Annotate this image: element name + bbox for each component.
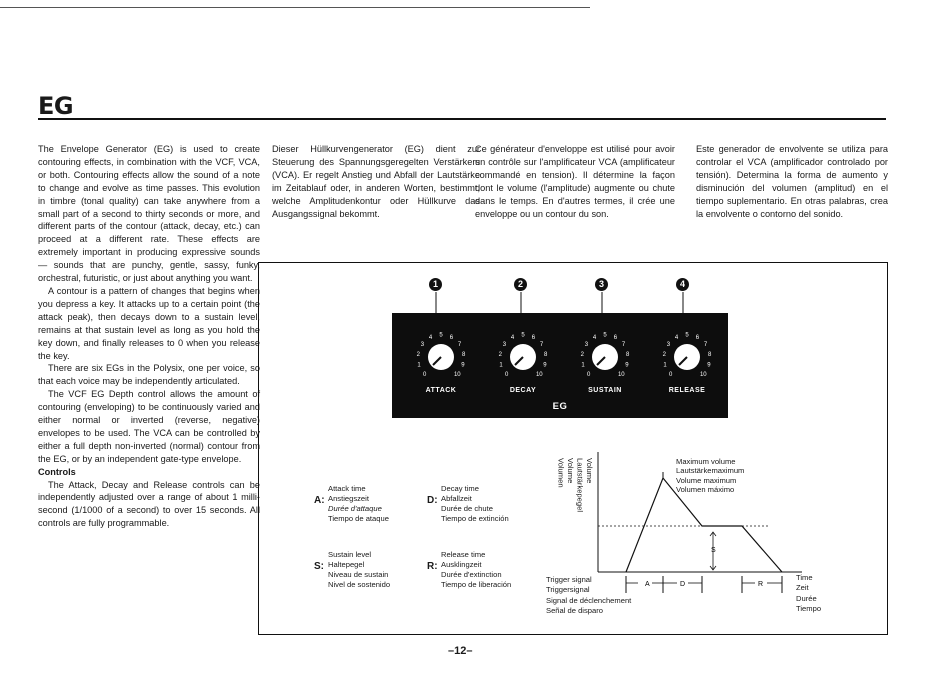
- knob-scale-label: 5: [685, 332, 689, 339]
- knob-scale-label: 1: [417, 362, 421, 369]
- knob-scale-label: 3: [666, 342, 671, 348]
- knob-scale-label: 10: [617, 371, 625, 378]
- knob-number-badge: 2: [514, 278, 527, 291]
- section-heading: EG: [38, 92, 74, 120]
- knob-scale-label: 4: [674, 335, 679, 341]
- knob-scale-label: 9: [461, 362, 465, 369]
- knob-scale-label: 9: [707, 362, 711, 369]
- knob-scale-label: 5: [603, 332, 607, 339]
- controls-paragraph: The Attack, Decay and Release controls can be independently adjusted over a range of about 1 milli-second (1/1000 of a second) to over 15 seconds. All controls are fully programmable.: [38, 479, 260, 529]
- sustain-label: SUSTAIN: [588, 387, 622, 394]
- knob-scale-label: 3: [502, 342, 507, 348]
- knob-scale-label: 6: [613, 335, 618, 341]
- knob-scale-label: 5: [439, 332, 443, 339]
- decay-mark: D: [680, 581, 686, 588]
- knob-scale-label: 8: [544, 351, 548, 358]
- english-paragraph: There are six EGs in the Polysix, one per voice, so that each voice may be independently articulated.: [38, 363, 260, 387]
- knob-scale-label: 4: [510, 335, 515, 341]
- legend-sustain: S: Sustain level Haltepegel Niveau de sustain Nivel de sostenido: [314, 550, 391, 589]
- knob-scale-label: 7: [621, 342, 626, 348]
- release-knob[interactable]: [663, 333, 712, 378]
- spanish-paragraph: Este generador de envolvente se utiliza para controlar el VCA (amplificador controlado por tensión). Determina la forma de aumento y disminución del volumen (amplitud) en el tiempo suplementario. En otras palabras, crea la envolvente o contorno del sonido.: [696, 144, 888, 219]
- controls-heading: Controls: [38, 466, 76, 477]
- knob-number-badge: 1: [429, 278, 442, 291]
- y-axis-label: Volume Lautstärkepegel Volume Volumen: [556, 458, 594, 513]
- knob-scale-label: 0: [505, 371, 509, 378]
- english-paragraph: The VCF EG Depth control allows the amount of contouring (enveloping) to be continuously varied and either normal or inverted (reverse, negative) envelopes to be used. The VCA can be controlled by either a full depth non-inverted (normal) contour from the EG, or by an independent gate-type envelope.: [38, 389, 260, 464]
- knob-scale-label: 10: [453, 371, 461, 378]
- attack-label: ATTACK: [425, 387, 457, 394]
- attack-knob[interactable]: [417, 333, 466, 378]
- knob-scale-label: 2: [498, 351, 502, 358]
- knob-scale-label: 8: [708, 351, 712, 358]
- knob-number-badge: 4: [676, 278, 689, 291]
- knob-scale-label: 9: [543, 362, 547, 369]
- french-paragraph: Ce générateur d'enveloppe est utilisé pour avoir un contrôle sur l'amplificateur VCA (amplificateur commandé en tension). Il détermine la façon dont le volume (l'amplitude) augmente ou chute dans le temps. En d'autres termes, il crée une enveloppe ou un contour du son.: [475, 144, 675, 219]
- knob-scale-label: 9: [625, 362, 629, 369]
- sustain-mark: S: [711, 547, 716, 554]
- knob-scale-label: 3: [420, 342, 425, 348]
- eg-panel: [392, 313, 728, 418]
- legend-decay: D: Decay time Abfallzeit Durée de chute Tiempo de extinción: [427, 484, 509, 523]
- legend-release: R: Release time Ausklingzeit Durée d'extinction Tiempo de liberación: [427, 550, 512, 589]
- knob-scale-label: 6: [531, 335, 536, 341]
- knob-scale-label: 0: [423, 371, 427, 378]
- knob-scale-label: 0: [669, 371, 673, 378]
- release-label: RELEASE: [668, 387, 706, 394]
- knob-number-badge: 3: [595, 278, 608, 291]
- decay-knob[interactable]: [499, 333, 548, 378]
- knob-scale-label: 3: [584, 342, 589, 348]
- knob-scale-label: 7: [539, 342, 544, 348]
- page-number: –12–: [448, 645, 473, 657]
- panel-title: EG: [552, 401, 568, 412]
- knob-scale-label: 10: [699, 371, 707, 378]
- english-paragraph: The Envelope Generator (EG) is used to create contouring effects, in combination with the VCF, VCA, or both. Contouring effects allow the sound of a note to change and evolve as time passes. This evolution in timbre (tonal quality) can take anywhere from a small part of a second to thirty seconds or more, and different parts of the contour (attack, decay, etc.) can proceed at a different rate. These effects are extremely important in producing expressive sounds — sounds that are punchy, gentle, sassy, funky, orchestral, futuristic, or just about anything you want.: [38, 144, 260, 284]
- knob-scale-label: 2: [580, 351, 584, 358]
- german-paragraph: Dieser Hüllkurvengenerator (EG) dient zur Steuerung des Spannungsgeregelten Verstärkers (VCA). Er regelt Anstieg und Abfall der Lautstärke im Zeitablauf oder, in anderen Worten, bestimmt, welche Amplitudenkontur oder Hüllkurve das Ausgangssignal bekommt.: [272, 144, 480, 219]
- time-label: Time Zeit Durée Tiempo: [796, 573, 822, 613]
- legend-attack: A: Attack time Anstiegszeit Durée d'attaque Tiempo de ataque: [314, 484, 389, 523]
- knob-scale-label: 8: [626, 351, 630, 358]
- knob-scale-label: 1: [581, 362, 585, 369]
- knob-scale-label: 5: [521, 332, 525, 339]
- decay-label: DECAY: [509, 387, 537, 394]
- knob-scale-label: 4: [428, 335, 433, 341]
- knob-scale-label: 1: [499, 362, 503, 369]
- attack-mark: A: [645, 581, 650, 588]
- knob-scale-label: 0: [587, 371, 591, 378]
- knob-scale-label: 10: [535, 371, 543, 378]
- trigger-label: Trigger signal Triggersignal Signal de déclenchement Señal de disparo: [546, 575, 632, 615]
- knob-scale-label: 7: [703, 342, 708, 348]
- english-paragraph: A contour is a pattern of changes that begins when you depress a key. It attacks up to a certain point (the attack peak), then decays down to a sustain level, remains at that sustain level as long as you hold the key down, and finally releases to 0 when you release the key.: [38, 285, 260, 361]
- sustain-knob[interactable]: [581, 333, 630, 378]
- knob-scale-label: 1: [663, 362, 667, 369]
- knob-scale-label: 8: [462, 351, 466, 358]
- knob-scale-label: 6: [449, 335, 454, 341]
- knob-scale-label: 6: [695, 335, 700, 341]
- knob-scale-label: 4: [592, 335, 597, 341]
- release-mark: R: [758, 581, 764, 588]
- knob-scale-label: 2: [662, 351, 666, 358]
- knob-scale-label: 2: [416, 351, 420, 358]
- knob-scale-label: 7: [457, 342, 462, 348]
- peak-label: Maximum volume Lautstärkemaximum Volume maximum Volumen máximo: [676, 457, 745, 494]
